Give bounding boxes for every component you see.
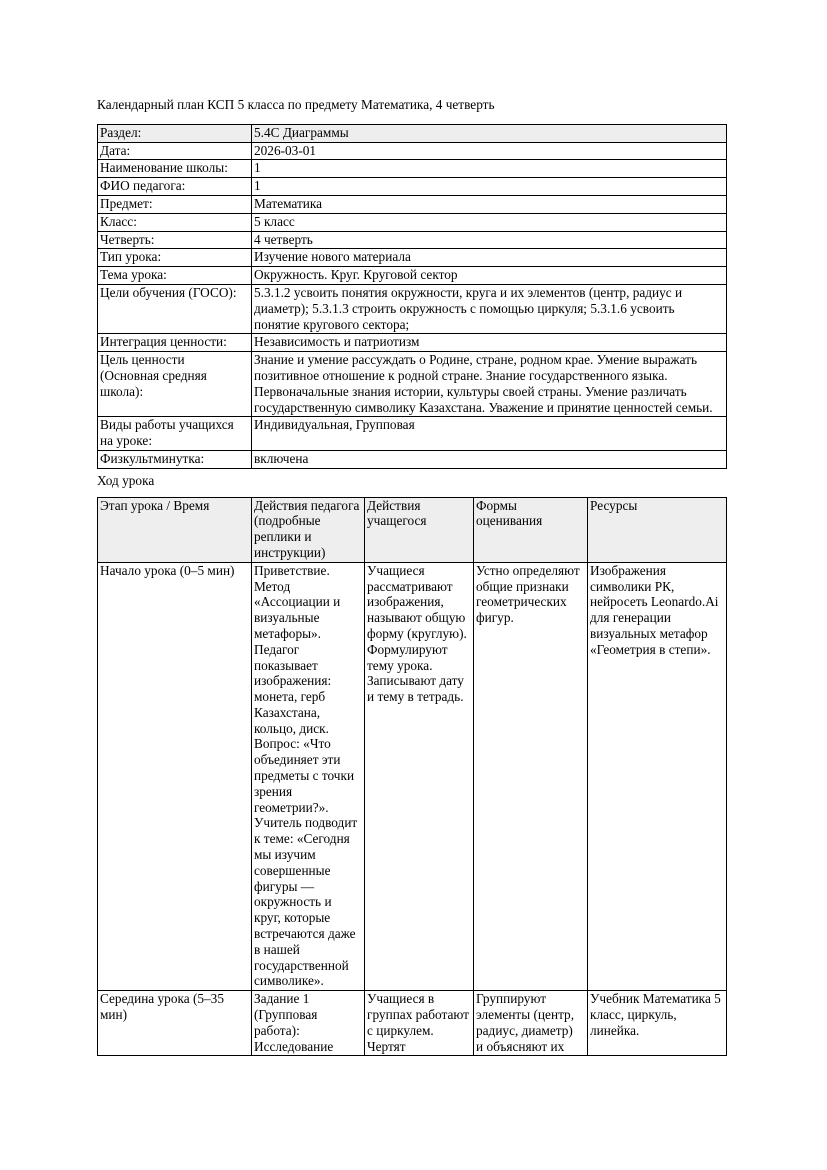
table-row [98,160,727,178]
student-actions-cell: Учащиеся в группах работают с циркулем. Чертят [365,991,474,1056]
table-row [98,124,727,142]
student-actions-cell: Учащиеся рассматривают изображения, называют общую форму (круглую). Формулируют тему урока. Записывают дату и тему в тетрадь. [365,562,474,991]
info-label: ФИО педагога: [98,178,252,196]
info-value: Математика [252,195,727,213]
info-value: 5.3.1.2 усвоить понятия окружности, круга и их элементов (центр, радиус и диаметр); 5.3.1.3 строить окружность с помощью циркуля; 5.3.1.6 усвоить понятие кругового сектора; [252,284,727,333]
info-value: 1 [252,160,727,178]
info-value: 1 [252,178,727,196]
info-value: включена [252,450,727,468]
info-value: Индивидуальная, Групповая [252,417,727,451]
assessment-cell: Группируют элементы (центр, радиус, диаметр) и объясняют их [474,991,588,1056]
table-row [98,231,727,249]
column-header-teacher-actions: Действия педагога (подробные реплики и инструкции) [252,497,365,562]
stage-cell: Середина урока (5–35 мин) [98,991,252,1056]
table-row [98,991,727,1056]
info-value: 5.4C Диаграммы [252,124,727,142]
info-label: Цели обучения (ГОСО): [98,284,252,333]
table-row [98,284,727,333]
info-value: 5 класс [252,213,727,231]
header-row [98,497,727,562]
table-row [98,142,727,160]
info-label: Тип урока: [98,249,252,267]
resources-cell: Изображения символики РК, нейросеть Leonardo.Ai для генерации визуальных метафор «Геометрия в степи». [588,562,727,991]
table-row [98,562,727,991]
table-row [98,267,727,285]
resources-cell: Учебник Математика 5 класс, циркуль, линейка. [588,991,727,1056]
info-label: Предмет: [98,195,252,213]
info-value: Независимость и патриотизм [252,334,727,352]
info-label: Класс: [98,213,252,231]
table-row [98,450,727,468]
teacher-actions-cell: Задание 1 (Групповая работа): Исследование [252,991,365,1056]
info-label: Тема урока: [98,267,252,285]
info-label: Четверть: [98,231,252,249]
info-label: Виды работы учащихся на уроке: [98,417,252,451]
page-title: Календарный план КСП 5 класса по предмету Математика, 4 четверть [97,97,495,112]
info-value: 4 четверть [252,231,727,249]
table-row [98,195,727,213]
teacher-actions-cell: Приветствие. Метод «Ассоциации и визуальные метафоры». Педагог показывает изображения: монета, герб Казахстана, кольцо, диск. Вопрос: «Что объединяет эти предметы с точки зрения геометрии?». Учитель подводит к теме: «Сегодня мы изучим совершенные фигуры — окружность и круг, которые встречаются даже в нашей государственной символике». [252,562,365,991]
info-label: Физкультминутка: [98,450,252,468]
document-page [97,97,726,1056]
column-header-assessment: Формы оценивания [474,497,588,562]
lesson-flow-table [97,497,727,1057]
column-header-resources: Ресурсы [588,497,727,562]
column-header-student-actions: Действия учащегося [365,497,474,562]
table-row [98,334,727,352]
info-value: 2026-03-01 [252,142,727,160]
section-heading: Ход урока [97,472,155,488]
info-value: Знание и умение рассуждать о Родине, стране, родном крае. Умение выражать позитивное отношение к родной стране. Знание государственного языка. Первоначальные знания истории, культуры своей страны. Умение различать государственную символику Казахстана. Уважение и принятие ценностей семьи. [252,352,727,417]
column-header-stage: Этап урока / Время [98,497,252,562]
info-label: Раздел: [98,124,252,142]
info-label: Дата: [98,142,252,160]
table-row [98,178,727,196]
table-row [98,213,727,231]
stage-cell: Начало урока (0–5 мин) [98,562,252,991]
info-label: Цель ценности (Основная средняя школа): [98,352,252,417]
info-value: Окружность. Круг. Круговой сектор [252,267,727,285]
info-label: Интеграция ценности: [98,334,252,352]
table-row [98,352,727,417]
assessment-cell: Устно определяют общие признаки геометрических фигур. [474,562,588,991]
info-label: Наименование школы: [98,160,252,178]
table-row [98,249,727,267]
lesson-info-table [97,124,727,469]
info-value: Изучение нового материала [252,249,727,267]
table-row [98,417,727,451]
